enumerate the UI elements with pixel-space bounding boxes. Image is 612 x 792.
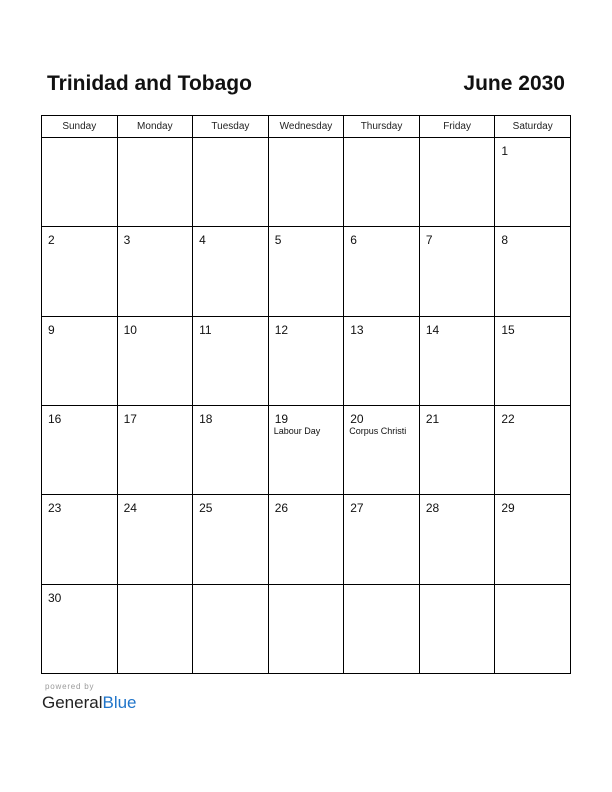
weekday-saturday: Saturday bbox=[495, 116, 571, 138]
logo-blue: Blue bbox=[102, 693, 137, 712]
weekday-thursday: Thursday bbox=[344, 116, 420, 138]
day-cell[interactable] bbox=[117, 316, 193, 405]
day-number: 19 bbox=[274, 411, 289, 426]
weekday-friday: Friday bbox=[419, 116, 495, 138]
week-row bbox=[42, 584, 571, 673]
day-number: 9 bbox=[48, 322, 55, 337]
day-number: 7 bbox=[425, 233, 433, 248]
day-cell[interactable] bbox=[495, 227, 571, 316]
empty-day-cell bbox=[344, 138, 420, 227]
day-number: 22 bbox=[501, 411, 515, 426]
day-cell[interactable] bbox=[344, 227, 420, 316]
day-cell[interactable] bbox=[495, 138, 571, 227]
day-number: 27 bbox=[350, 501, 364, 516]
empty-day-cell bbox=[117, 584, 193, 673]
empty-day-cell bbox=[344, 584, 420, 673]
day-number: 10 bbox=[123, 322, 137, 337]
day-number: 14 bbox=[425, 322, 440, 337]
day-number: 17 bbox=[123, 411, 137, 426]
day-cell[interactable] bbox=[42, 495, 118, 584]
weekday-header-row bbox=[42, 116, 571, 138]
weekday-sunday: Sunday bbox=[42, 116, 118, 138]
day-number: 6 bbox=[350, 233, 357, 248]
empty-day-cell bbox=[193, 138, 269, 227]
day-number: 28 bbox=[425, 501, 440, 516]
holiday-label: Labour Day bbox=[273, 425, 321, 436]
weekday-wednesday: Wednesday bbox=[268, 116, 344, 138]
empty-day-cell bbox=[419, 584, 495, 673]
day-number: 13 bbox=[350, 322, 364, 337]
day-number: 1 bbox=[501, 144, 509, 158]
day-number: 21 bbox=[425, 411, 440, 426]
powered-by-text: powered by bbox=[45, 682, 95, 691]
day-number: 5 bbox=[274, 233, 282, 248]
day-cell[interactable] bbox=[495, 405, 571, 494]
day-number: 26 bbox=[274, 501, 289, 516]
day-cell[interactable] bbox=[419, 405, 495, 494]
logo-general: General bbox=[42, 693, 103, 712]
calendar-grid bbox=[41, 115, 571, 674]
empty-day-cell bbox=[42, 138, 118, 227]
day-number: 3 bbox=[123, 233, 131, 248]
holiday-label: Corpus Christi bbox=[349, 425, 407, 436]
day-number: 8 bbox=[501, 233, 509, 248]
day-number: 24 bbox=[123, 501, 137, 516]
day-cell[interactable] bbox=[117, 227, 193, 316]
day-cell[interactable] bbox=[117, 405, 193, 494]
week-row bbox=[42, 138, 571, 227]
day-cell[interactable] bbox=[268, 495, 344, 584]
day-cell[interactable] bbox=[419, 316, 495, 405]
empty-day-cell bbox=[419, 138, 495, 227]
day-cell[interactable] bbox=[268, 316, 344, 405]
empty-day-cell bbox=[193, 584, 269, 673]
generalblue-logo[interactable] bbox=[42, 693, 137, 713]
day-number: 18 bbox=[199, 411, 213, 426]
country-title: Trinidad and Tobago bbox=[47, 72, 252, 95]
day-cell[interactable] bbox=[419, 227, 495, 316]
empty-day-cell bbox=[117, 138, 193, 227]
day-cell[interactable] bbox=[42, 405, 118, 494]
day-number: 12 bbox=[274, 322, 289, 337]
day-number: 30 bbox=[48, 590, 62, 605]
weekday-monday: Monday bbox=[117, 116, 193, 138]
day-cell[interactable] bbox=[268, 405, 344, 494]
day-number: 15 bbox=[501, 322, 515, 337]
week-row bbox=[42, 495, 571, 584]
day-number: 29 bbox=[501, 501, 515, 516]
month-title: June 2030 bbox=[463, 72, 565, 95]
day-number: 20 bbox=[350, 411, 364, 426]
day-cell[interactable] bbox=[42, 227, 118, 316]
empty-day-cell bbox=[268, 584, 344, 673]
day-cell[interactable] bbox=[344, 405, 420, 494]
empty-day-cell bbox=[268, 138, 344, 227]
day-number: 2 bbox=[48, 233, 55, 248]
day-cell[interactable] bbox=[193, 316, 269, 405]
day-cell[interactable] bbox=[495, 316, 571, 405]
day-cell[interactable] bbox=[117, 495, 193, 584]
day-cell[interactable] bbox=[344, 495, 420, 584]
day-number: 16 bbox=[48, 411, 62, 426]
day-number: 25 bbox=[199, 501, 213, 516]
weekday-tuesday: Tuesday bbox=[193, 116, 269, 138]
day-cell[interactable] bbox=[42, 584, 118, 673]
day-cell[interactable] bbox=[268, 227, 344, 316]
day-cell[interactable] bbox=[193, 495, 269, 584]
week-row bbox=[42, 227, 571, 316]
day-cell[interactable] bbox=[42, 316, 118, 405]
week-row bbox=[42, 405, 571, 494]
empty-day-cell bbox=[495, 584, 571, 673]
day-cell[interactable] bbox=[419, 495, 495, 584]
day-number: 23 bbox=[48, 501, 62, 516]
day-cell[interactable] bbox=[193, 405, 269, 494]
day-cell[interactable] bbox=[344, 316, 420, 405]
week-row bbox=[42, 316, 571, 405]
day-cell[interactable] bbox=[495, 495, 571, 584]
day-cell[interactable] bbox=[193, 227, 269, 316]
day-number: 11 bbox=[199, 322, 212, 337]
day-number: 4 bbox=[199, 233, 206, 248]
